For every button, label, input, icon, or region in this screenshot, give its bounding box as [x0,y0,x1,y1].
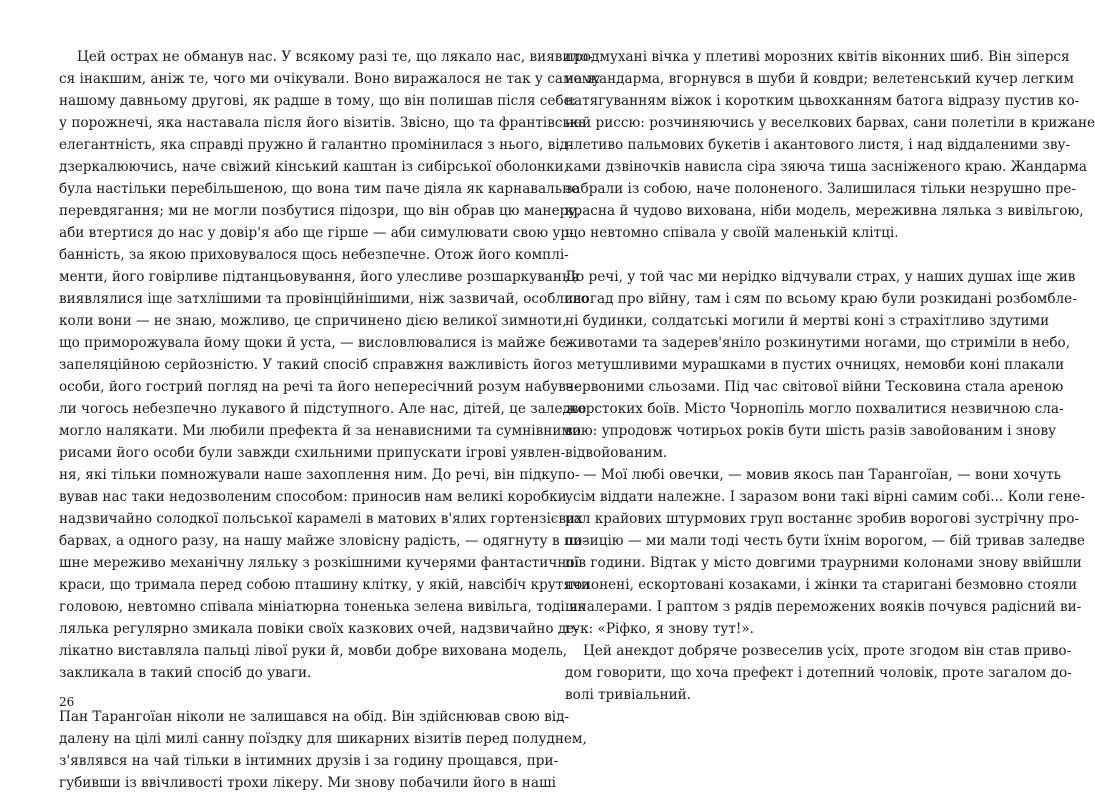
right-paragraph-2 [565,266,1077,464]
text-line: що приморожувала йому щоки й уста, — висловлювалися із майже бе- [59,335,571,351]
text-line: менти, його говірливе підтанцьовування, його улесливе розшаркування [59,269,580,285]
text-line: красна й чудово вихована, ніби модель, мереживна лялька з вивільгою, [565,203,1084,219]
text-line: у порожнечі, яка наставала після його візитів. Звісно, що та франтівська [59,115,587,131]
text-line: з'являвся на чай тільки в інтимних друзів і за годину прощався, при- [59,753,559,769]
section-break [59,684,461,706]
text-line: шне мереживо механічну ляльку з розкішними кучерями фантастичної [59,555,579,571]
text-line: ня, які тільки помножували наше захоплення ним. До речі, він підкупо- [59,467,580,483]
text-line: рал крайових штурмових груп востаннє зробив ворогові зустрічну про- [565,511,1080,527]
text-line: дзеркалюючись, наче свіжий кінський каштан із сибірської оболонки, [59,159,568,175]
text-line: відвойованим. [565,445,668,461]
text-line: продмухані вічка у плетиві морозних квітів віконних шиб. Він зіперся [565,49,1070,65]
text-line: вував нас таки недозволеним способом: приносив нам великі коробки [59,489,567,505]
text-line: ся інакшим, аніж те, чого ми очікували. Воно виражалося не так у самому [59,71,601,87]
text-line: елегантність, яка справді пружно й галантно промінилася з нього, від- [59,137,573,153]
text-line: волі тривіальний. [565,687,692,703]
right-paragraph-3 [565,464,1086,640]
text-line: могло налякати. Ми любили префекта й за ненависними та сумнівними [59,423,582,439]
text-line: позицію — ми мали тоді честь бути їхнім ворогом, — бій тривав заледве [565,533,1085,549]
text-line: закликала в такий спосіб до уваги. [59,665,312,681]
text-line: Цей острах не обманув нас. У всякому разі те, що лякало нас, виявило- [77,49,593,65]
text-line: дом говорити, що хоча префект і дотепний чоловік, проте загалом до- [565,665,1072,681]
text-line: лялька регулярно змикала повіки своїх казкових очей, надзвичайно де- [59,621,579,637]
text-line: була настільки перебільшеною, що вона тим паче діяла як карнавальне [59,181,580,197]
text-line: особи, його гострий погляд на речі та його непересічний розум набува- [59,379,579,395]
text-line: ней риссю: розчиняючись у веселкових барвах, сани полетіли в крижане [565,115,1095,131]
page-number: 26 [59,695,75,709]
text-line: — Мої любі овечки, — мовив якось пан Тарангоїан, — вони хочуть [583,467,1062,483]
text-line: До речі, у той час ми нерідко відчували страх, у наших душах іще жив [565,269,1076,285]
text-line: запеляційною серйозністю. У такий спосіб справжня важливість його [59,357,566,373]
right-paragraph-4 [565,640,1072,706]
text-line: спогад про війну, там і сям по всьому краю були розкидані розбомбле- [565,291,1077,307]
text-line: надзвичайно солодкої польської карамелі в матових в'ялих гортензієвих [59,511,583,527]
text-line: на жандарма, вгорнувся в шуби й ковдри; велетенський кучер легким [565,71,1074,87]
text-line: жорстоких боїв. Місто Чорнопіль могло похвалитися незвичною сла- [565,401,1064,417]
text-line: ли чогось небезпечно лукавого й підступного. Але нас, дітей, це заледве [59,401,587,417]
text-line: банність, за якою приховувалося щось небезпечне. Отож його комплі- [59,247,569,263]
text-line: шпалерами. І раптом з рядів переможених вояків почувся радісний ви- [565,599,1082,615]
text-line: що невтомно співала у своїй маленькій клітці. [565,225,899,241]
right-paragraph-1 [565,46,1095,244]
text-line: забрали із собою, наче полоненого. Залишилася тільки незрушно пре- [565,181,1076,197]
right-page [565,46,1095,706]
text-line: аби втертися до нас у довір'я або ще гірше — аби симулювати свою ур- [59,225,574,241]
left-paragraph-2 [59,706,587,794]
text-line: вою: упродовж чотирьох років бути шість разів завойованим і знову [565,423,1057,439]
text-line: коли вони — не знаю, можливо, це спричинено дією великої зимноти, [59,313,567,329]
text-line: натягуванням віжок і коротким цьвохканням батога відразу пустив ко- [565,93,1080,109]
text-line: червоними сльозами. Під час світової війни Тесковина стала ареною [565,379,1064,395]
left-paragraph-1 [59,46,601,684]
section-break [565,244,967,266]
text-line: нашому давньому другові, як радше в тому, що він полишав після себе: [59,93,577,109]
text-line: усім віддати належне. І заразом вони такі вірні самим собі... Коли гене- [565,489,1086,505]
text-line: полонені, ескортовані козаками, і жінки та старигані безмовно стояли [565,577,1078,593]
text-line: головою, невтомно співала мініатюрна тоненька зелена вивільга, тоді як [59,599,587,615]
text-line: з метушливими мурашками в пустих очницях, немовби коні плакали [565,357,1065,373]
text-line: ками дзвіночків нависла сіра зяюча тиша засніженого краю. Жандарма [565,159,1087,175]
text-line: пів години. Відтак у місто довгими траурними колонами знову ввійшли [565,555,1082,571]
text-line: ні будинки, солдатські могили й мертві коні з страхітливо здутими [565,313,1050,329]
text-line: гук: «Ріфко, я знову тут!». [565,621,754,637]
text-line: перевдягання; ми не могли позбутися підозри, що він обрав цю манеру, [59,203,581,219]
text-line: губивши із ввічливості трохи лікеру. Ми знову побачили його в наші [59,775,556,791]
text-line: лікатно виставляла пальці лівої руки й, мовби добре вихована модель, [59,643,568,659]
text-line: краси, що тримала перед собою пташину клітку, у якій, навсібіч крутячи [59,577,590,593]
text-line: виявлялися іще затхлішими та провінційнішими, ніж зазвичай, особливо [59,291,589,307]
text-line: барвах, а одного разу, на нашу майже зловісну радість, — одягнуту в пи- [59,533,587,549]
text-line: плетиво пальмових букетів і акантового листя, і над віддаленими зву- [565,137,1071,153]
text-line: далену на цілі милі санну поїздку для шикарних візитів перед полуднем, [59,731,587,747]
text-line: животами та задерев'янілo розкинутими ногами, що стриміли в небо, [565,335,1071,351]
text-line: Цей анекдот добряче розвеселив усіх, проте згодом він став приво- [583,643,1072,659]
text-line: рисами його особи були завжди схильними припускати ігрові уявлен- [59,445,566,461]
text-line: Пан Тарангоїан ніколи не залишався на обід. Він здійснював свою від- [59,709,570,725]
left-page [59,46,601,794]
